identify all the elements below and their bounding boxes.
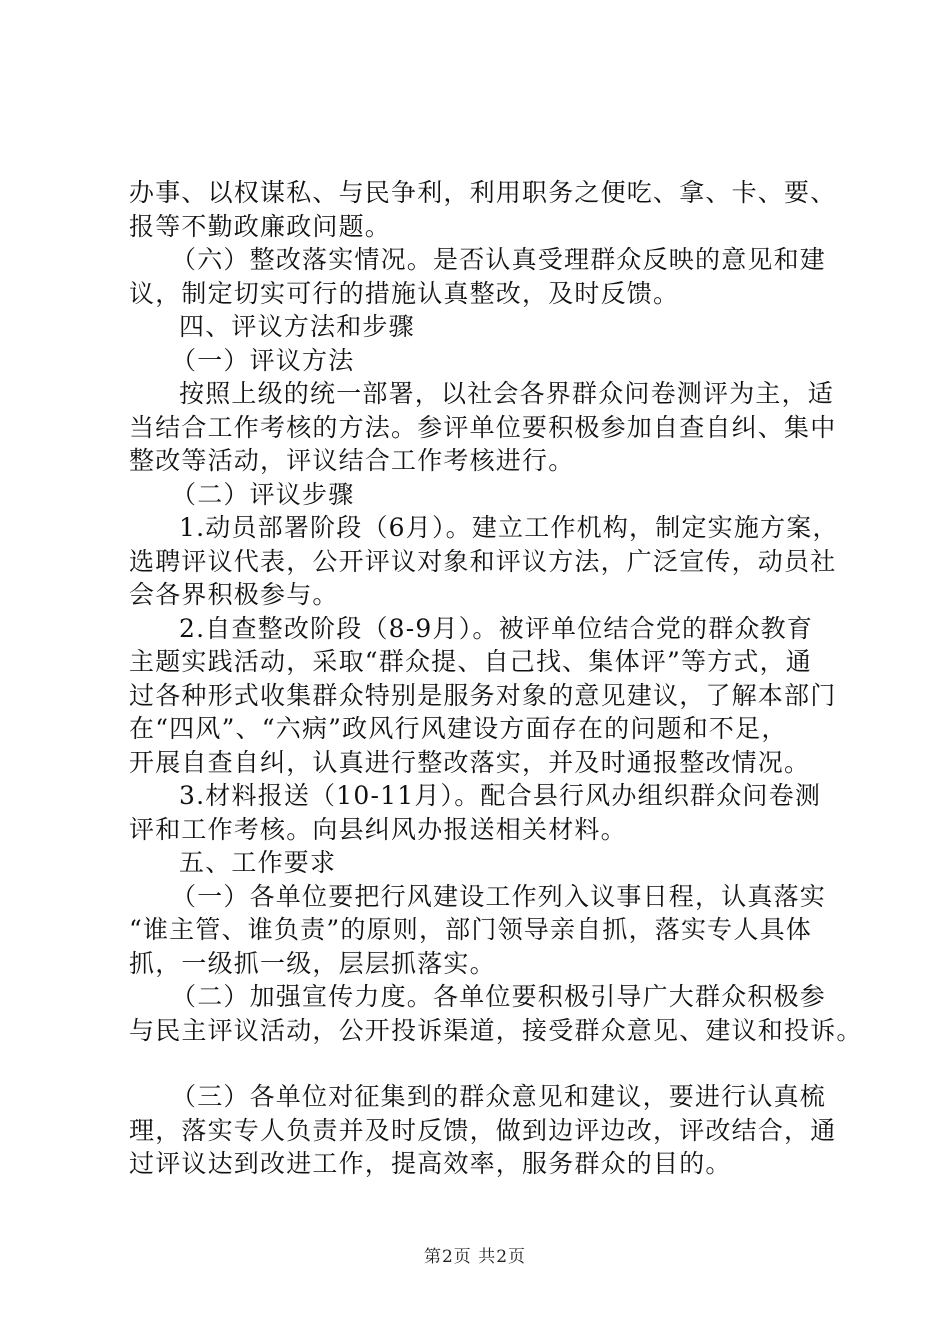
text-line: （三）各单位对征集到的群众意见和建议，要进行认真梳 (171, 1082, 827, 1111)
section-heading: 四、评议方法和步骤 (179, 312, 415, 341)
text-line: 选聘评议代表，公开评议对象和评议方法，广泛宣传，动员社 (129, 546, 837, 576)
text-line: 理，落实专人负责并及时反馈，做到边评边改，评改结合，通 (129, 1115, 837, 1145)
text-line: 过评议达到改进工作，提高效率，服务群众的目的。 (129, 1149, 732, 1178)
text-line: 2.自查整改阶段（8-9月）。被评单位结合党的群众教育 (179, 613, 814, 643)
document-body (129, 176, 863, 1181)
section-heading: 五、工作要求 (179, 848, 337, 877)
subsection-heading: （一）评议方法 (171, 345, 355, 375)
text-line: 1.动员部署阶段（6月）。建立工作机构，制定实施方案， (179, 513, 839, 542)
text-line: 过各种形式收集群众特别是服务对象的意见建议，了解本部门 (129, 680, 837, 710)
text-line: 按照上级的统一部署，以社会各界群众问卷测评为主，适 (179, 379, 835, 408)
text-line: 评和工作考核。向县纠风办报送相关材料。 (129, 814, 627, 844)
text-line: 议，制定切实可行的措施认真整改，及时反馈。 (129, 278, 680, 308)
text-line: 在“四风”、“六病”政风行风建设方面存在的问题和不足， (129, 714, 788, 743)
text-line: 与民主评议活动，公开投诉渠道，接受群众意见、建议和投诉。 (129, 1015, 863, 1045)
paragraph-heading: （六）整改落实情况。是否认真受理群众反映的意见和建 (171, 245, 827, 274)
text-line: 会各界积极参与。 (129, 580, 339, 609)
text-line: 报等不勤政廉政问题。 (129, 211, 392, 241)
text-line: 当结合工作考核的方法。参评单位要积极参加自查自纠、集中 (129, 412, 837, 442)
page-number-footer: 第2页 共2页 (423, 1247, 527, 1267)
text-line: 主题实践活动，采取“群众提、自己找、集体评”等方式，通 (129, 647, 812, 676)
text-line: （一）各单位要把行风建设工作列入议事日程，认真落实 (171, 881, 827, 911)
text-line: 抓，一级抓一级，层层抓落实。 (129, 948, 496, 978)
paragraph-gap (129, 1047, 829, 1080)
text-line: 整改等活动，评议结合工作考核进行。 (129, 446, 575, 475)
text-line: “谁主管、谁负责”的原则，部门领导亲自抓，落实专人具体 (129, 915, 812, 944)
text-line: 3.材料报送（10-11月）。配合县行风办组织群众问卷测 (179, 781, 822, 810)
text-line: （二）加强宣传力度。各单位要积极引导广大群众积极参 (171, 982, 827, 1011)
text-line: 办事、以权谋私、与民争利，利用职务之便吃、拿、卡、要、 (129, 178, 837, 207)
subsection-heading: （二）评议步骤 (171, 479, 355, 509)
text-line: 开展自查自纠，认真进行整改落实，并及时通报整改情况。 (129, 747, 811, 777)
